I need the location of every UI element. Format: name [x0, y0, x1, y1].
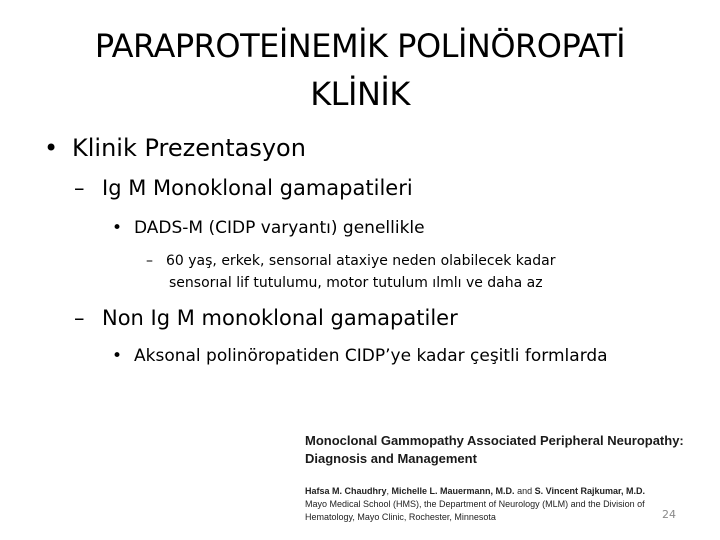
reference-author-3: S. Vincent Rajkumar, M.D.: [534, 486, 645, 496]
bullet-text-line2: sensorıal lif tutulumu, motor tutulum ılmlı ve daha az: [169, 275, 543, 291]
bullet-marker: –: [146, 253, 153, 269]
reference-affiliation-line2: Hematology, Mayo Clinic, Rochester, Minnesota: [305, 512, 496, 522]
bullet-text: Aksonal polinöropatiden CIDP’ye kadar çeşitli formlarda: [134, 346, 608, 366]
reference-title: [305, 432, 717, 468]
reference-affiliation-line1: Mayo Medical School (HMS), the Department of Neurology (MLM) and the Division of: [305, 499, 645, 509]
bullet-marker: –: [74, 176, 85, 200]
bullet-text: DADS-M (CIDP varyantı) genellikle: [134, 218, 425, 238]
bullet-text: Klinik Prezentasyon: [72, 134, 306, 162]
slide-title: [40, 22, 680, 118]
reference-citation: [305, 432, 717, 524]
reference-author-1: Hafsa M. Chaudhry: [305, 486, 387, 496]
bullet-marker: –: [74, 306, 85, 330]
bullet-level4-details: [146, 250, 555, 294]
bullet-level3-dads-m: [112, 218, 425, 238]
reference-authors: Hafsa M. Chaudhry, Michelle L. Mauermann, M.D. and S. Vincent Rajkumar, M.D. Mayo Medical School (HMS), the Department of Neurology (MLM) and the Division of Hematology, Mayo Clinic, Rochester, Minnesota: [305, 485, 717, 524]
slide-title-line2: KLİNİK: [310, 75, 410, 113]
bullet-level2-non-igm: [74, 306, 458, 330]
bullet-level2-igm: [74, 176, 413, 200]
bullet-marker: •: [112, 346, 123, 366]
bullet-text-line1: 60 yaş, erkek, sensorıal ataxiye neden olabilecek kadar: [166, 253, 556, 269]
reference-title-line2: Diagnosis and Management: [305, 451, 477, 466]
bullet-text: Ig M Monoklonal gamapatileri: [102, 176, 413, 200]
page-number: 24: [662, 508, 676, 521]
slide-title-line1: PARAPROTEİNEMİK POLİNÖROPATİ: [94, 27, 626, 65]
bullet-text: Non Ig M monoklonal gamapatiler: [102, 306, 458, 330]
bullet-marker: •: [112, 218, 123, 238]
reference-title-line1: Monoclonal Gammopathy Associated Peripheral Neuropathy:: [305, 433, 684, 448]
bullet-level1-klinik-prezentasyon: [44, 134, 306, 162]
bullet-marker: •: [44, 134, 59, 162]
reference-author-2: Michelle L. Mauermann, M.D.: [391, 486, 515, 496]
reference-and: and: [517, 486, 533, 496]
bullet-level3-aksonal: [112, 346, 608, 366]
